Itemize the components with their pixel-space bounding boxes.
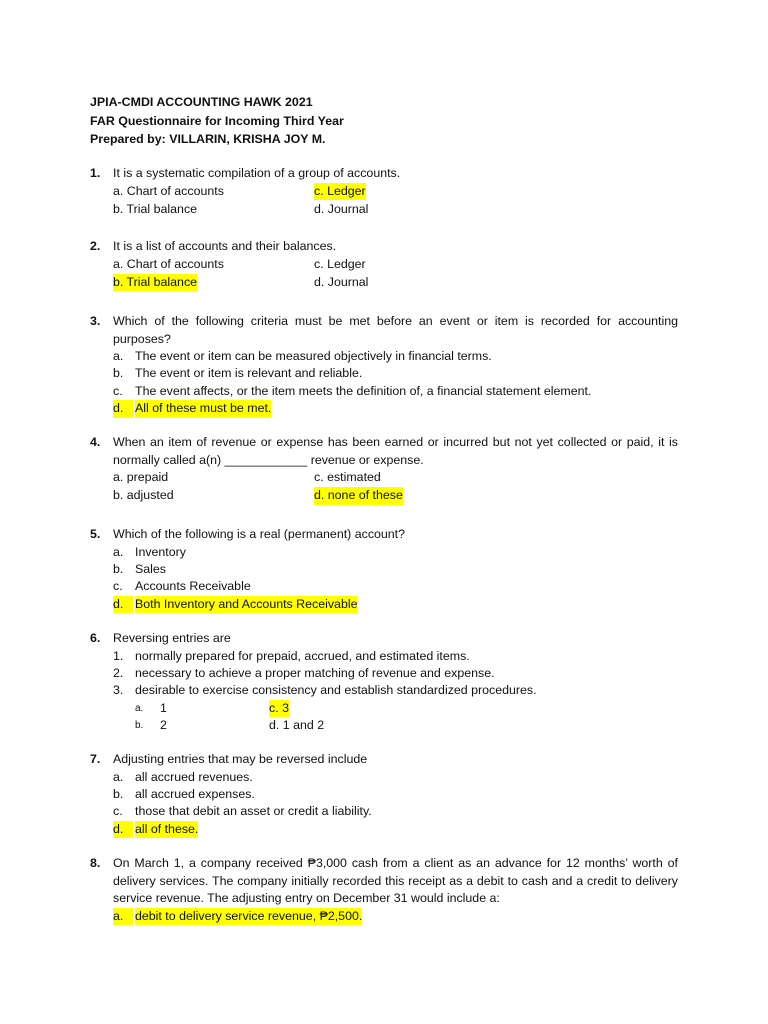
option-text: All of these must be met. [135, 400, 271, 418]
option-label: a. [113, 544, 124, 559]
question-4 [90, 434, 678, 505]
option-text: Accounts Receivable [135, 579, 251, 594]
question-3 [90, 313, 678, 418]
choice-a: a. prepaid [113, 470, 169, 484]
statement-item [113, 648, 678, 665]
option-item-answer [113, 400, 678, 417]
option-text: The event or item is relevant and reliable. [135, 366, 363, 381]
option-label: a. [113, 908, 133, 926]
question-text: Which of the following criteria must be met before an event or item is recorded for accounting purposes? [113, 314, 678, 346]
option-label: d. [113, 400, 133, 418]
option-item [113, 803, 678, 820]
statement-number: 1. [113, 648, 124, 663]
option-text: Inventory [135, 544, 186, 559]
statement-number: 2. [113, 665, 124, 680]
choice-b: b. Trial balance [113, 201, 198, 216]
option-item [113, 383, 678, 400]
option-label: b. [113, 786, 124, 801]
choice-label: b. [135, 720, 144, 732]
statement-item [113, 665, 678, 682]
choice-c: c. Ledger [314, 256, 366, 271]
document-header [90, 93, 344, 149]
choice-row [113, 201, 678, 219]
question-5 [90, 526, 678, 613]
option-text: those that debit an asset or credit a liability. [135, 804, 372, 819]
option-item [113, 348, 678, 365]
choice-label: a. [135, 702, 144, 714]
question-text: Adjusting entries that may be reversed include [113, 752, 368, 766]
question-text: Reversing entries are [113, 631, 231, 645]
option-item [113, 786, 678, 803]
header-author: Prepared by: VILLARIN, KRISHA JOY M. [90, 132, 326, 146]
option-text: The event affects, or the item meets the definition of, a financial statement element. [135, 383, 592, 398]
choice-c-answer: c. Ledger [314, 183, 366, 201]
choice-c: c. estimated [314, 470, 381, 484]
option-item [113, 578, 678, 595]
choice-b: b. adjusted [113, 488, 174, 503]
option-label: a. [113, 349, 124, 363]
question-text: On March 1, a company received ₱3,000 cash from a client as an advance for 12 months’ worth of delivery services. The company initially recorded this receipt as a debit to cash and a credit to delivery service revenue. The adjusting entry on December 31 would include a: [113, 856, 678, 905]
choice-a: a. Chart of accounts [113, 183, 224, 198]
option-item [113, 769, 678, 786]
option-text: debit to delivery service revenue, ₱2,500. [135, 908, 362, 926]
statement-number: 3. [113, 683, 124, 698]
option-item [113, 544, 678, 561]
statement-text: necessary to achieve a proper matching of revenue and expense. [135, 665, 495, 680]
option-text: The event or item can be measured objectively in financial terms. [135, 349, 492, 363]
question-text: It is a list of accounts and their balances. [113, 239, 337, 253]
choice-d: d. Journal [314, 274, 369, 289]
question-1 [90, 165, 678, 219]
question-text: When an item of revenue or expense has been earned or incurred but not yet collected or paid, it is normally called a(n) ____________ revenue or expense. [113, 435, 678, 467]
choice-c-answer: c. 3 [269, 700, 289, 718]
header-title: JPIA-CMDI ACCOUNTING HAWK 2021 [90, 95, 313, 109]
choice-d: d. Journal [314, 201, 369, 216]
option-text: Sales [135, 561, 166, 576]
choice-row [113, 183, 678, 201]
choice-d-answer: d. none of these [314, 487, 403, 505]
question-number: 1. [90, 166, 101, 180]
choice-b-answer: b. Trial balance [113, 274, 197, 292]
choice-a: a. Chart of accounts [113, 256, 224, 271]
option-item-answer [113, 908, 678, 925]
question-7 [90, 751, 678, 838]
option-label: a. [113, 769, 124, 784]
option-text: all accrued revenues. [135, 769, 253, 784]
question-number: 2. [90, 239, 101, 253]
option-item-answer [113, 596, 678, 613]
option-label: b. [113, 366, 124, 381]
question-number: 6. [90, 631, 101, 645]
choice-b: 2 [160, 718, 167, 733]
option-item [113, 365, 678, 382]
option-label: c. [113, 579, 123, 594]
option-label: c. [113, 804, 123, 819]
option-text: all accrued expenses. [135, 786, 255, 801]
header-subtitle: FAR Questionnaire for Incoming Third Year [90, 113, 344, 128]
choice-row [113, 487, 678, 505]
question-8 [90, 855, 678, 925]
option-label: d. [113, 821, 133, 839]
question-2 [90, 238, 678, 292]
choice-row [135, 700, 678, 717]
option-item-answer [113, 821, 678, 838]
option-label: d. [113, 596, 133, 614]
question-number: 8. [90, 856, 101, 870]
choice-row [113, 469, 678, 487]
choice-a: 1 [160, 700, 167, 715]
question-text: It is a systematic compilation of a group of accounts. [113, 166, 401, 180]
statement-text: desirable to exercise consistency and establish standardized procedures. [135, 683, 537, 698]
question-6 [90, 630, 678, 734]
option-text: all of these. [135, 821, 198, 839]
choice-row [135, 717, 678, 734]
option-item [113, 561, 678, 578]
statement-item [113, 682, 678, 699]
option-label: b. [113, 561, 124, 576]
statement-text: normally prepared for prepaid, accrued, and estimated items. [135, 648, 470, 663]
question-number: 7. [90, 752, 101, 766]
question-text: Which of the following is a real (permanent) account? [113, 527, 406, 541]
question-number: 4. [90, 435, 101, 449]
question-number: 3. [90, 314, 101, 328]
question-number: 5. [90, 527, 101, 541]
option-label: c. [113, 383, 123, 398]
choice-row [113, 256, 678, 274]
choice-row [113, 274, 678, 292]
choice-d: d. 1 and 2 [269, 718, 325, 733]
option-text: Both Inventory and Accounts Receivable [135, 596, 357, 614]
